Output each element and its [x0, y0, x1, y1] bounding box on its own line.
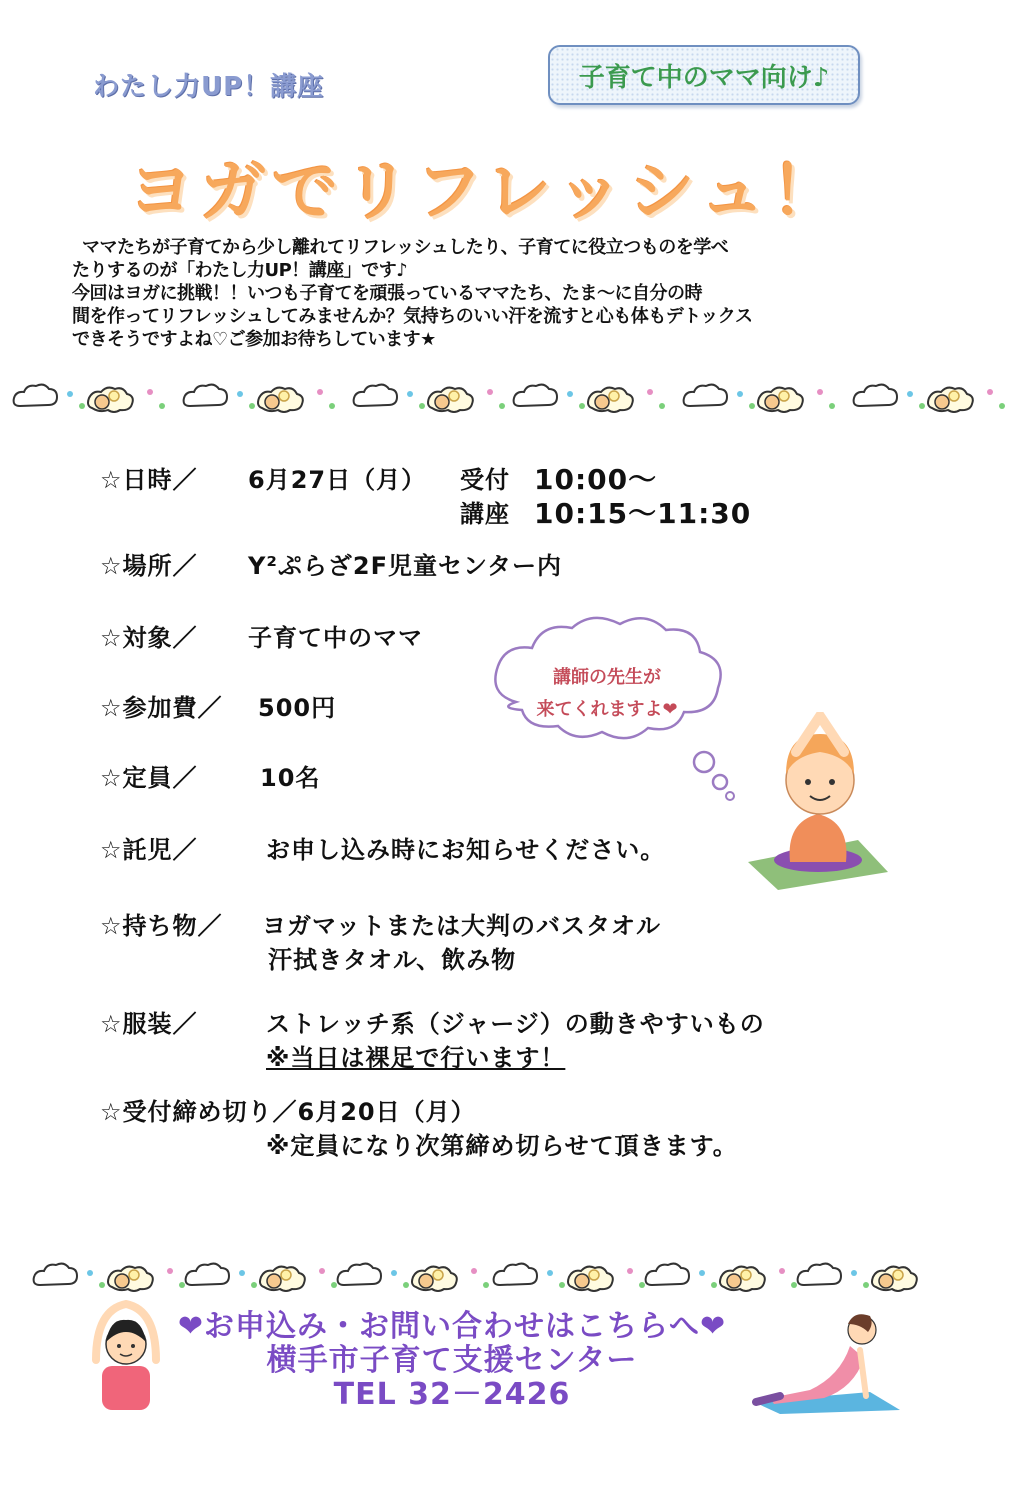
clothes-label: ☆服装／	[100, 1010, 198, 1038]
target-value: 子育て中のママ	[248, 624, 423, 652]
detail-place	[0, 546, 1024, 582]
clothes-line: ストレッチ系（ジャージ）の動きやすいもの	[266, 1010, 765, 1038]
place-value: Y²ぷらざ2F児童センター内	[248, 552, 563, 580]
dot-icon	[67, 391, 73, 397]
intro-paragraph	[72, 236, 842, 351]
place-label: ☆場所／	[100, 552, 198, 580]
lecture-time: 10:15～11:30	[534, 497, 752, 530]
event-date: 6月27日（月）	[248, 466, 427, 494]
bubble-text	[522, 662, 692, 726]
capacity-label: ☆定員／	[100, 764, 198, 792]
intro-line: ママたちが子育てから少し離れてリフレッシュしたり、子育てに役立つものを学べ	[82, 237, 729, 258]
series-title: わたし力UP！講座	[93, 72, 325, 102]
intro-line: 今回はヨガに挑戦！！いつも子育てを頑張っているママたち、たま～に自分の時	[72, 283, 702, 304]
detail-deadline	[0, 1092, 1024, 1162]
childcare-value: お申し込み時にお知らせください。	[266, 836, 666, 864]
detail-datetime	[0, 460, 1024, 530]
reception-time: 10:00～	[534, 463, 658, 496]
cloud-sheep-border-top	[0, 372, 1024, 428]
lecture-label: 講座	[460, 500, 510, 528]
intro-line: 間を作ってリフレッシュしてみませんか？気持ちのいい汗を流すと心も体もデトックス	[72, 306, 753, 327]
target-label: ☆対象／	[100, 624, 198, 652]
intro-line: できそうですよね♡ご参加お待ちしています★	[72, 329, 436, 350]
detail-clothes	[0, 1004, 1024, 1074]
intro-line: たりするのが「わたし力UP！講座」です♪	[72, 260, 408, 281]
contact-phone: TEL 32－2426	[333, 1377, 571, 1412]
barefoot-note: ※当日は裸足で行います！	[266, 1044, 566, 1072]
cloud-icon	[14, 385, 57, 406]
fee-value: 500円	[258, 694, 337, 722]
dot-icon	[147, 389, 153, 395]
dot-icon	[79, 403, 85, 409]
items-line: 汗拭きタオル、飲み物	[268, 946, 517, 974]
deadline-text: ☆受付締め切り／6月20日（月）	[100, 1098, 476, 1126]
yoga-woman-illustration	[738, 712, 898, 892]
bubble-line: 講師の先生が	[553, 667, 661, 688]
bubble-line: 来てくれますよ❤	[536, 699, 678, 720]
datetime-label: ☆日時／	[100, 466, 198, 494]
cloud-sheep-border-bottom	[20, 1255, 920, 1305]
detail-items	[0, 906, 1024, 976]
fee-label: ☆参加費／	[100, 694, 223, 722]
items-line: ヨガマットまたは大判のバスタオル	[262, 912, 662, 940]
dot-icon	[159, 403, 165, 409]
contact-heading: ❤お申込み・お問い合わせはこちらへ❤	[177, 1309, 727, 1344]
reception-label: 受付	[460, 466, 510, 494]
target-tag-text: 子育て中のママ向け♪	[578, 62, 830, 93]
sheep-icon	[88, 388, 133, 412]
items-label: ☆持ち物／	[100, 912, 223, 940]
deadline-note: ※定員になり次第締め切らせて頂きます。	[266, 1132, 738, 1160]
contact-organization: 横手市子育て支援センター	[266, 1343, 638, 1378]
target-tag	[548, 45, 860, 105]
capacity-value: 10名	[260, 764, 321, 792]
childcare-label: ☆託児／	[100, 836, 198, 864]
main-title: ヨガでリフレッシュ！	[128, 153, 844, 230]
